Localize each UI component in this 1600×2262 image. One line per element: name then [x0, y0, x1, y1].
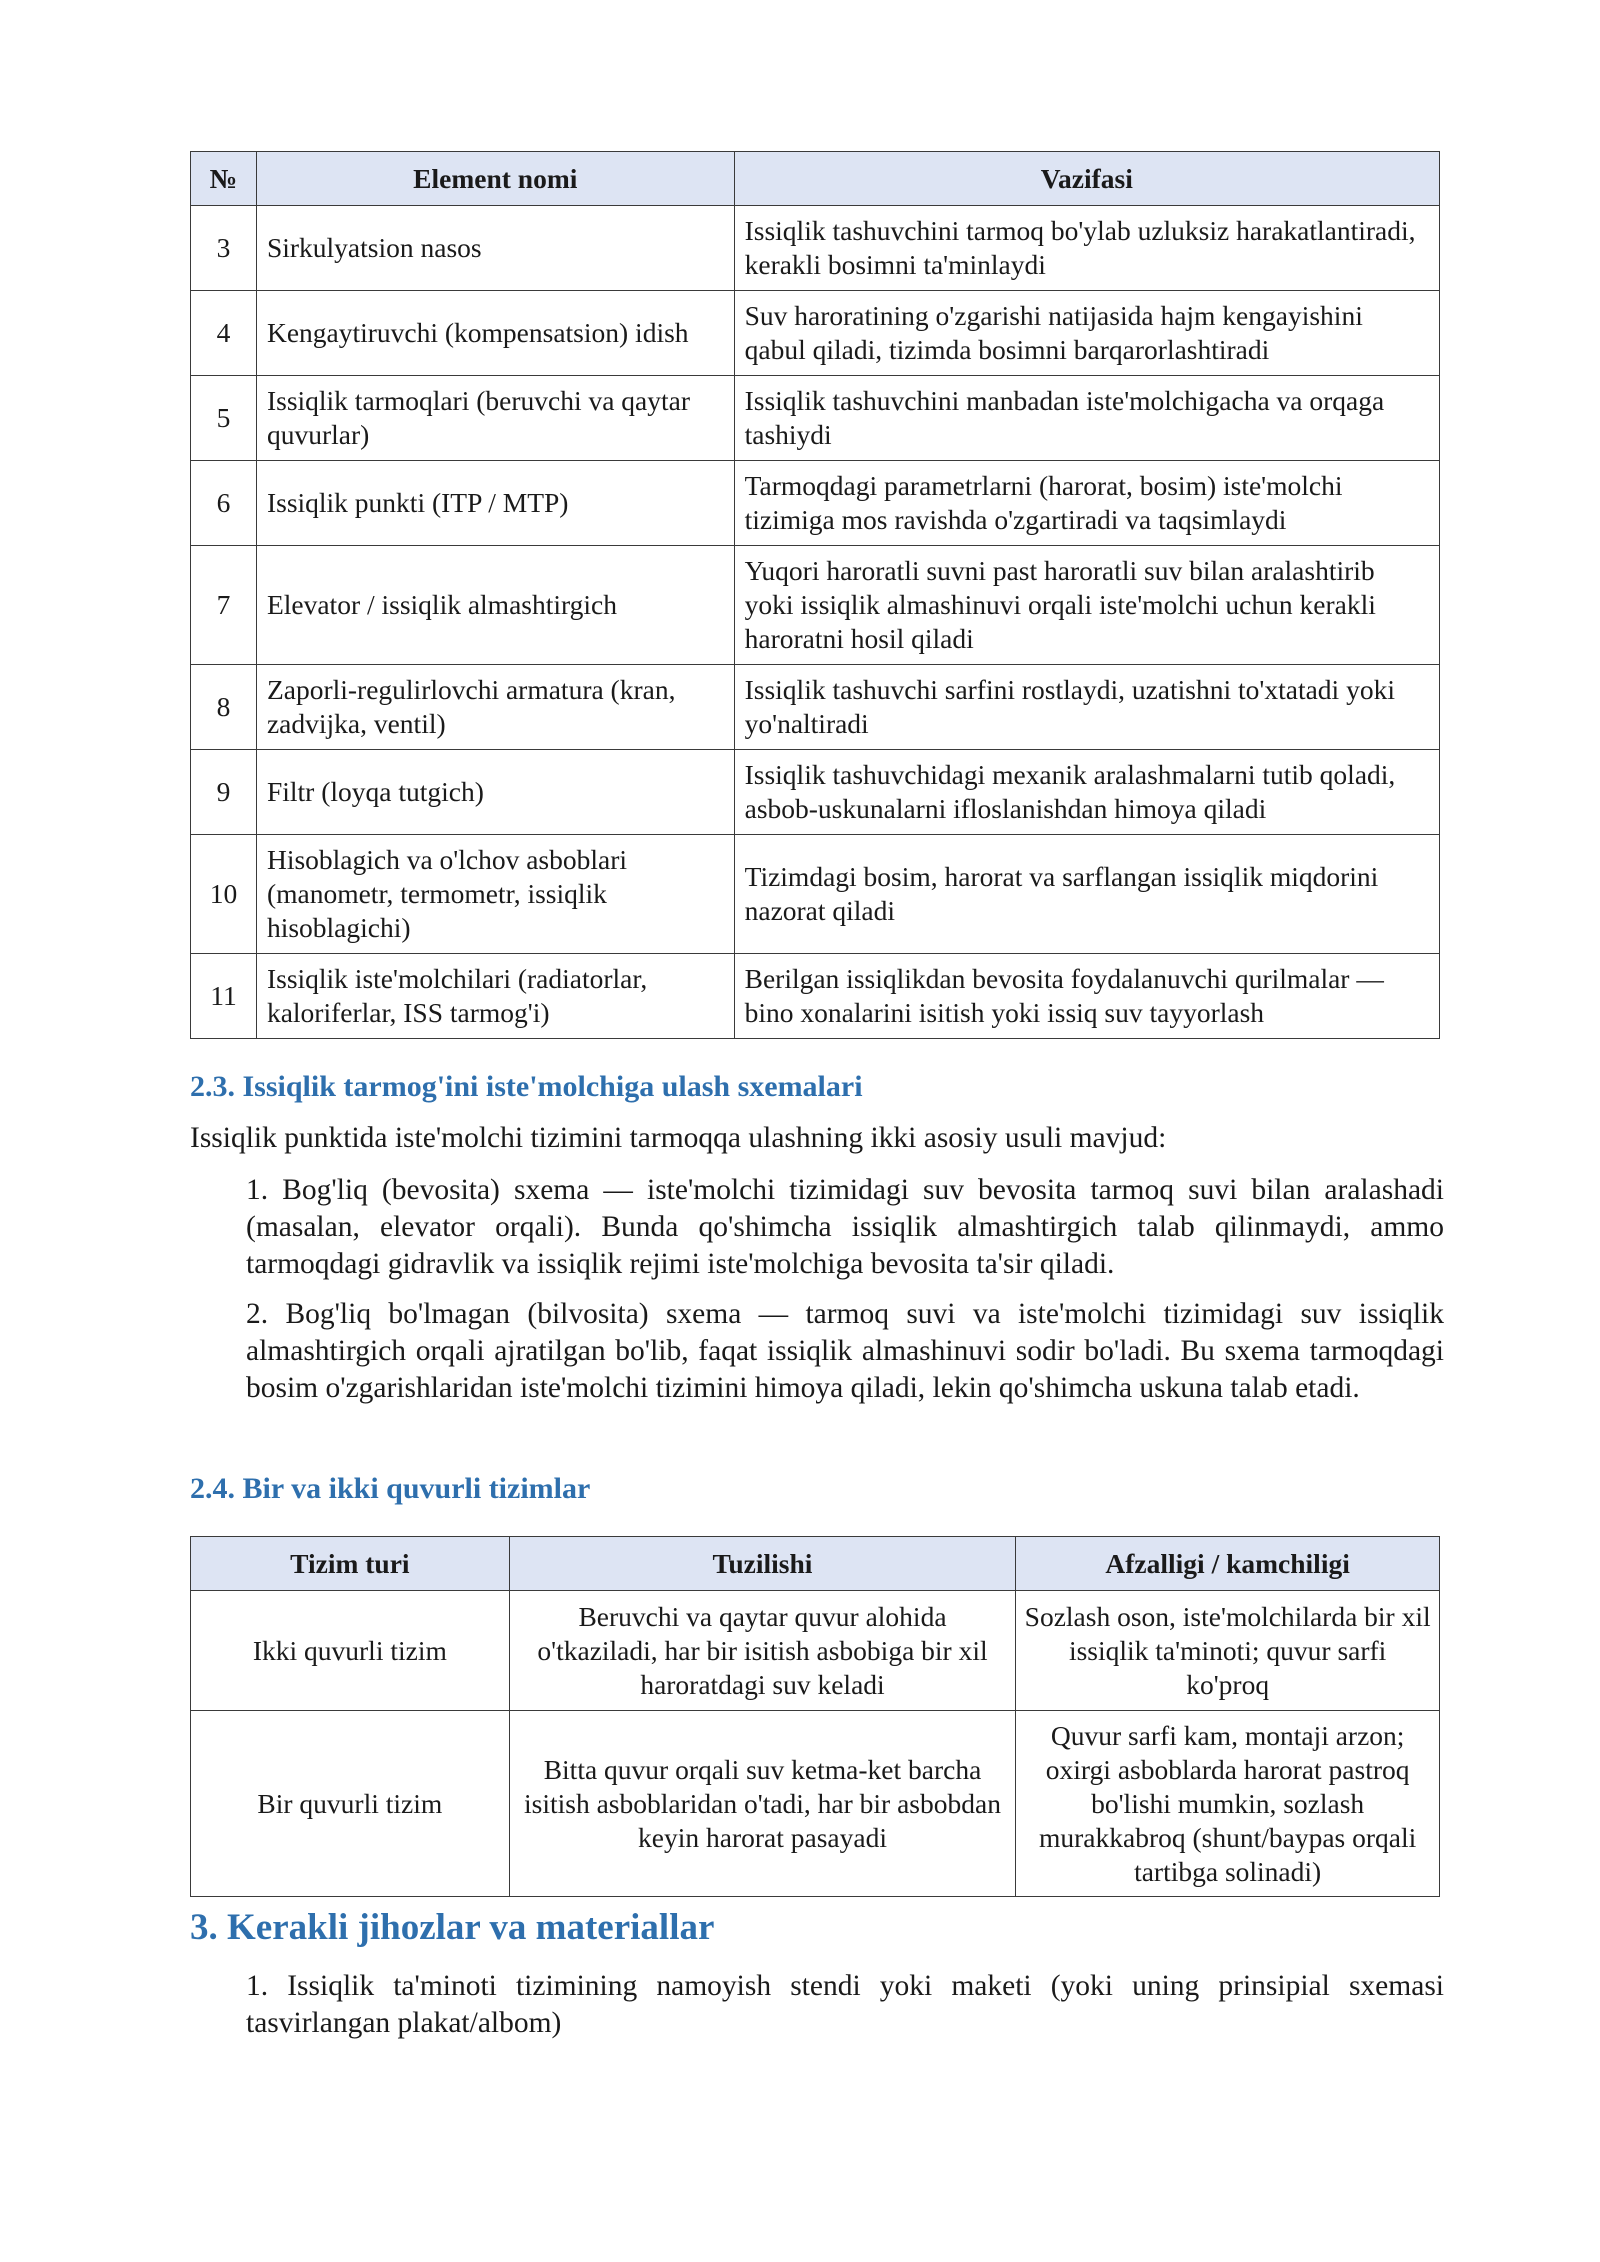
- row-number: 4: [191, 291, 257, 376]
- element-name: Sirkulyatsion nasos: [256, 206, 734, 291]
- element-function: Tarmoqdagi parametrlarni (harorat, bosim) iste'molchi tizimiga mos ravishda o'zgartiradi va taqsimlaydi: [734, 461, 1439, 546]
- section-heading-2-4: 2.4. Bir va ikki quvurli tizimlar: [190, 1472, 591, 1505]
- element-name: Issiqlik tarmoqlari (beruvchi va qaytar quvurlar): [256, 376, 734, 461]
- element-function: Berilgan issiqlikdan bevosita foydalanuvchi qurilmalar — bino xonalarini isitish yoki issiq suv tayyorlash: [734, 954, 1439, 1039]
- element-function: Issiqlik tashuvchini manbadan iste'molchigacha va orqaga tashiydi: [734, 376, 1439, 461]
- element-name: Zaporli-regulirlovchi armatura (kran, zadvijka, ventil): [256, 665, 734, 750]
- column-header-pros-cons: Afzalligi / kamchiligi: [1016, 1537, 1440, 1591]
- system-structure: Beruvchi va qaytar quvur alohida o'tkaziladi, har bir isitish asbobiga bir xil haroratdagi suv keladi: [509, 1591, 1016, 1711]
- element-name: Issiqlik iste'molchilari (radiatorlar, kaloriferlar, ISS tarmog'i): [256, 954, 734, 1039]
- list-item: 1. Bog'liq (bevosita) sxema — iste'molchi tizimidagi suv bevosita tarmoq suvi bilan aralashadi (masalan, elevator orqali). Bunda qo'shimcha issiqlik almashtirgich talab qilinmaydi, ammo tarmoqdagi gidravlik va issiqlik rejimi iste'molchiga bevosita ta'sir qiladi.: [246, 1174, 1444, 1280]
- table-header-row: [191, 1537, 1440, 1591]
- system-pros-cons: Sozlash oson, iste'molchilarda bir xil issiqlik ta'minoti; quvur sarfi ko'proq: [1016, 1591, 1440, 1711]
- row-number: 11: [191, 954, 257, 1039]
- section-heading-2-3: 2.3. Issiqlik tarmog'ini iste'molchiga ulash sxemalari: [190, 1070, 863, 1103]
- row-number: 5: [191, 376, 257, 461]
- table-row: [191, 376, 1440, 461]
- table-row: [191, 461, 1440, 546]
- table-row: [191, 750, 1440, 835]
- system-type: Ikki quvurli tizim: [191, 1591, 510, 1711]
- element-function: Issiqlik tashuvchini tarmoq bo'ylab uzluksiz harakatlantiradi, kerakli bosimni ta'minlaydi: [734, 206, 1439, 291]
- column-header-function: Vazifasi: [734, 152, 1439, 206]
- table-header-row: [191, 152, 1440, 206]
- system-structure: Bitta quvur orqali suv ketma-ket barcha isitish asboblaridan o'tadi, har bir asbobdan keyin harorat pasayadi: [509, 1711, 1016, 1897]
- element-name: Kengaytiruvchi (kompensatsion) idish: [256, 291, 734, 376]
- column-header-system-type: Tizim turi: [191, 1537, 510, 1591]
- column-header-element-name: Element nomi: [256, 152, 734, 206]
- element-name: Hisoblagich va o'lchov asboblari (manometr, termometr, issiqlik hisoblagichi): [256, 835, 734, 954]
- section-intro-paragraph: Issiqlik punktida iste'molchi tizimini tarmoqqa ulashning ikki asosiy usuli mavjud:: [190, 1122, 1167, 1154]
- element-name: Filtr (loyqa tutgich): [256, 750, 734, 835]
- table-row: [191, 206, 1440, 291]
- system-pros-cons: Quvur sarfi kam, montaji arzon; oxirgi asboblarda harorat pastroq bo'lishi mumkin, sozlash murakkabroq (shunt/baypas orqali tartibga solinadi): [1016, 1711, 1440, 1897]
- row-number: 8: [191, 665, 257, 750]
- table-row: [191, 291, 1440, 376]
- column-header-structure: Tuzilishi: [509, 1537, 1016, 1591]
- system-type: Bir quvurli tizim: [191, 1711, 510, 1897]
- element-function: Suv haroratining o'zgarishi natijasida hajm kengayishini qabul qiladi, tizimda bosimni barqarorlashtiradi: [734, 291, 1439, 376]
- row-number: 6: [191, 461, 257, 546]
- column-header-number: №: [191, 152, 257, 206]
- table-row: [191, 546, 1440, 665]
- table-row: [191, 954, 1440, 1039]
- row-number: 7: [191, 546, 257, 665]
- table-row: [191, 1591, 1440, 1711]
- table-row: [191, 835, 1440, 954]
- section-heading-3: 3. Kerakli jihozlar va materiallar: [190, 1907, 715, 1948]
- systems-table: [190, 1536, 1440, 1897]
- element-function: Issiqlik tashuvchi sarfini rostlaydi, uzatishni to'xtatadi yoki yo'naltiradi: [734, 665, 1439, 750]
- row-number: 9: [191, 750, 257, 835]
- table-row: [191, 1711, 1440, 1897]
- elements-table: [190, 151, 1440, 1039]
- list-item: 2. Bog'liq bo'lmagan (bilvosita) sxema — tarmoq suvi va iste'molchi tizimidagi suv issiqlik almashtirgich orqali ajratilgan bo'lib, faqat issiqlik almashinuvi sodir bo'ladi. Bu sxema tarmoqdagi bosim o'zgarishlaridan iste'molchi tizimini himoya qiladi, lekin qo'shimcha uskuna talab etadi.: [246, 1298, 1444, 1404]
- element-name: Issiqlik punkti (ITP / MTP): [256, 461, 734, 546]
- list-item: 1. Issiqlik ta'minoti tizimining namoyish stendi yoki maketi (yoki uning prinsipial sxemasi tasvirlangan plakat/albom): [246, 1970, 1444, 2039]
- element-function: Yuqori haroratli suvni past haroratli suv bilan aralashtirib yoki issiqlik almashinuvi orqali iste'molchi uchun kerakli haroratni hosil qiladi: [734, 546, 1439, 665]
- element-name: Elevator / issiqlik almashtirgich: [256, 546, 734, 665]
- table-row: [191, 665, 1440, 750]
- row-number: 3: [191, 206, 257, 291]
- element-function: Issiqlik tashuvchidagi mexanik aralashmalarni tutib qoladi, asbob-uskunalarni ifloslanishdan himoya qiladi: [734, 750, 1439, 835]
- row-number: 10: [191, 835, 257, 954]
- element-function: Tizimdagi bosim, harorat va sarflangan issiqlik miqdorini nazorat qiladi: [734, 835, 1439, 954]
